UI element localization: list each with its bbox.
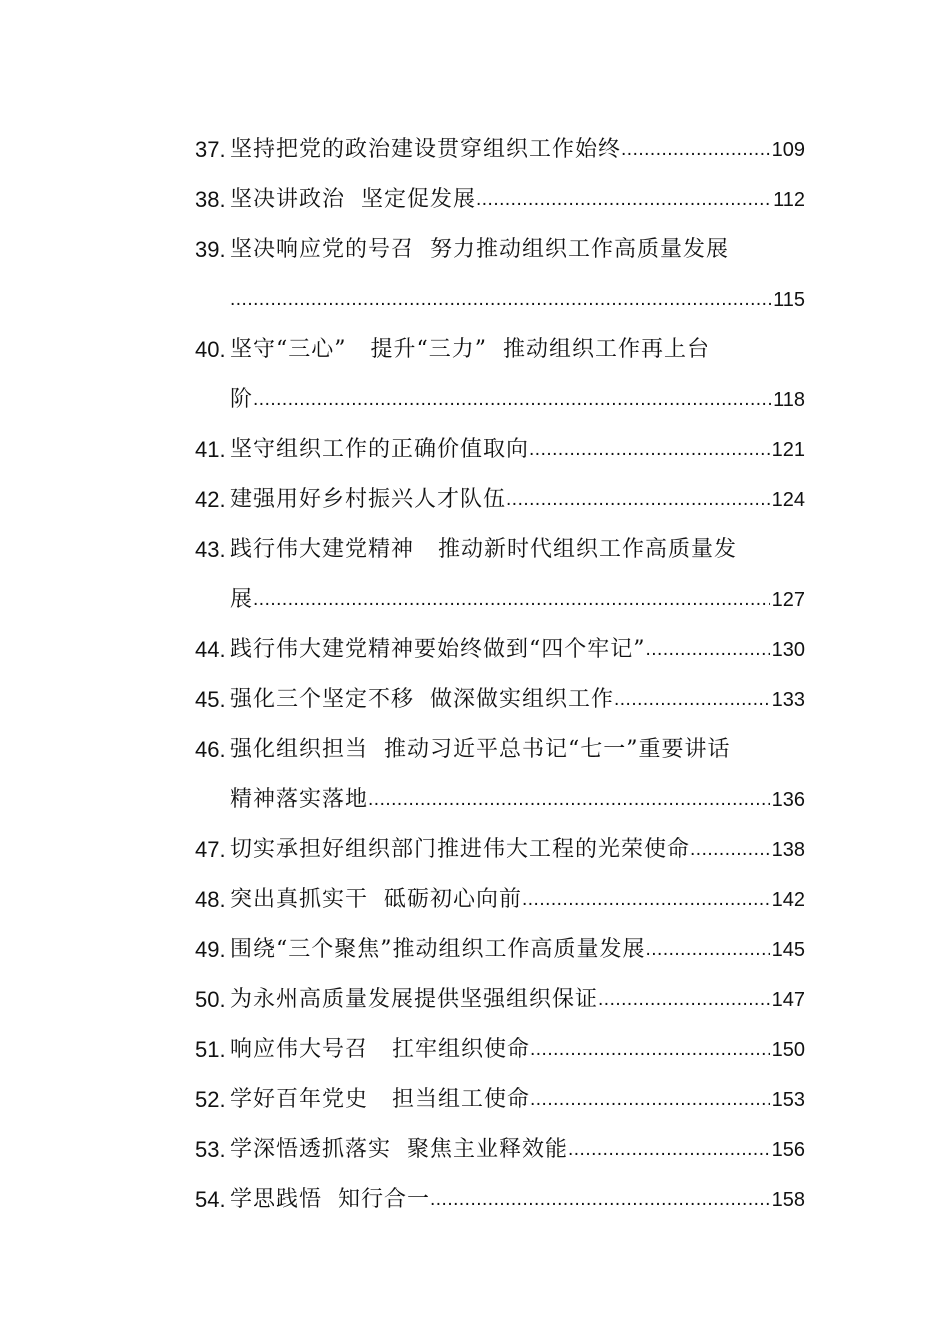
toc-entry-line	[230, 175, 805, 225]
toc-entry-number: 38.	[195, 187, 226, 212]
toc-entry-line	[230, 125, 805, 175]
toc-dot-leader	[530, 1075, 770, 1125]
toc-entry-number: 42.	[195, 487, 226, 512]
toc-entry[interactable]	[195, 1175, 805, 1225]
toc-dot-leader	[568, 1125, 770, 1175]
toc-entry-number: 49.	[195, 937, 226, 962]
toc-page-number: 124	[771, 489, 805, 511]
toc-dot-leader	[368, 775, 770, 825]
toc-entry-line	[230, 325, 805, 375]
toc-entry-title: 突出真抓实干 砥砺初心向前	[230, 887, 522, 912]
toc-entry[interactable]	[195, 425, 805, 475]
toc-entry[interactable]	[195, 1075, 805, 1125]
toc-entry-number: 40.	[195, 337, 226, 362]
toc-entry-body	[230, 625, 805, 675]
toc-entry-title: 展	[230, 587, 254, 612]
toc-page-number: 150	[771, 1039, 805, 1061]
toc-entry-title: 坚决讲政治 坚定促发展	[230, 187, 476, 212]
toc-entry-line	[230, 675, 805, 725]
toc-entry[interactable]	[195, 925, 805, 975]
toc-entry-line	[230, 1075, 805, 1125]
toc-entry-line	[230, 775, 805, 825]
toc-entry-title: 坚守组织工作的正确价值取向	[230, 437, 530, 462]
toc-dot-leader	[253, 575, 770, 625]
toc-entry-line	[230, 1125, 805, 1175]
table-of-contents	[195, 125, 805, 1225]
toc-entry-body	[230, 875, 805, 925]
toc-entry-title: 强化三个坚定不移 做深做实组织工作	[230, 687, 614, 712]
toc-entry[interactable]	[195, 975, 805, 1025]
toc-page-number: 127	[771, 589, 805, 611]
toc-dot-leader	[530, 1025, 770, 1075]
toc-entry-line	[230, 525, 805, 575]
toc-entry-number: 47.	[195, 837, 226, 862]
toc-entry-title: 围绕“三个聚焦”推动组织工作高质量发展	[230, 937, 646, 962]
toc-entry-title: 学好百年党史 担当组工使命	[230, 1087, 530, 1112]
toc-dot-leader	[646, 925, 770, 975]
toc-page-number: 142	[771, 889, 805, 911]
toc-entry-title: 坚决响应党的号召 努力推动组织工作高质量发展	[230, 237, 729, 262]
toc-entry[interactable]	[195, 1025, 805, 1075]
toc-dot-leader	[598, 975, 770, 1025]
toc-entry-body	[230, 925, 805, 975]
toc-page-number: 158	[771, 1189, 805, 1211]
toc-entry-number: 53.	[195, 1137, 226, 1162]
toc-page-number: 109	[771, 139, 805, 161]
toc-entry-line	[230, 825, 805, 875]
toc-entry-number: 41.	[195, 437, 226, 462]
toc-entry-body	[230, 125, 805, 175]
toc-entry-title: 践行伟大建党精神要始终做到“四个牢记”	[230, 637, 646, 662]
toc-page-number: 138	[771, 839, 805, 861]
toc-dot-leader	[621, 125, 770, 175]
toc-page-number: 133	[771, 689, 805, 711]
toc-entry[interactable]	[195, 725, 805, 825]
toc-entry-title: 建强用好乡村振兴人才队伍	[230, 487, 507, 512]
toc-entry[interactable]	[195, 225, 805, 325]
toc-entry-number: 52.	[195, 1087, 226, 1112]
toc-entry-number: 51.	[195, 1037, 226, 1062]
toc-dot-leader	[522, 875, 770, 925]
toc-entry-line	[230, 1025, 805, 1075]
toc-page-number: 115	[773, 289, 805, 311]
toc-entry[interactable]	[195, 875, 805, 925]
toc-entry[interactable]	[195, 525, 805, 625]
toc-entry-title: 阶	[230, 387, 254, 412]
toc-dot-leader	[614, 675, 770, 725]
toc-entry-body	[230, 725, 805, 825]
toc-entry-body	[230, 1175, 805, 1225]
toc-entry-title: 学深悟透抓落实 聚焦主业释效能	[230, 1137, 568, 1162]
toc-entry-title: 切实承担好组织部门推进伟大工程的光荣使命	[230, 837, 691, 862]
toc-entry-number: 46.	[195, 737, 226, 762]
toc-dot-leader	[506, 475, 770, 525]
toc-entry-number: 48.	[195, 887, 226, 912]
toc-dot-leader	[646, 625, 770, 675]
toc-entry-line	[230, 275, 805, 325]
toc-entry-body	[230, 1075, 805, 1125]
toc-entry-line	[230, 925, 805, 975]
toc-entry-body	[230, 1125, 805, 1175]
toc-entry-number: 54.	[195, 1187, 226, 1212]
toc-entry-title: 精神落实落地	[230, 787, 369, 812]
toc-page-number: 156	[771, 1139, 805, 1161]
toc-entry-body	[230, 225, 805, 325]
toc-entry[interactable]	[195, 825, 805, 875]
toc-entry-body	[230, 475, 805, 525]
toc-entry-line	[230, 575, 805, 625]
toc-page-number: 112	[773, 189, 805, 211]
toc-dot-leader	[430, 1175, 770, 1225]
toc-dot-leader	[529, 425, 770, 475]
toc-page-number: 147	[771, 989, 805, 1011]
toc-entry-body	[230, 975, 805, 1025]
toc-entry-number: 37.	[195, 137, 226, 162]
toc-entry-body	[230, 825, 805, 875]
toc-entry[interactable]	[195, 1125, 805, 1175]
toc-entry-body	[230, 675, 805, 725]
toc-entry[interactable]	[195, 675, 805, 725]
toc-entry-body	[230, 525, 805, 625]
toc-entry-title: 响应伟大号召 扛牢组织使命	[230, 1037, 530, 1062]
toc-entry-body	[230, 1025, 805, 1075]
toc-entry-title: 坚守“三心” 提升“三力” 推动组织工作再上台	[230, 337, 710, 362]
toc-entry-line	[230, 625, 805, 675]
toc-page-number: 118	[773, 389, 805, 411]
toc-page-number: 153	[771, 1089, 805, 1111]
toc-entry-title: 学思践悟 知行合一	[230, 1187, 430, 1212]
toc-entry-number: 45.	[195, 687, 226, 712]
toc-page-number: 145	[771, 939, 805, 961]
toc-entry[interactable]	[195, 625, 805, 675]
toc-page-number: 121	[771, 439, 805, 461]
toc-entry-line	[230, 975, 805, 1025]
toc-entry-title: 强化组织担当 推动习近平总书记“七一”重要讲话	[230, 737, 731, 762]
toc-entry-line	[230, 725, 805, 775]
toc-entry-title: 为永州高质量发展提供坚强组织保证	[230, 987, 599, 1012]
toc-entry-body	[230, 325, 805, 425]
toc-entry-line	[230, 475, 805, 525]
toc-entry[interactable]	[195, 325, 805, 425]
toc-page-number: 136	[771, 789, 805, 811]
toc-entry-number: 39.	[195, 237, 226, 262]
toc-entry-title: 践行伟大建党精神 推动新时代组织工作高质量发	[230, 537, 737, 562]
toc-dot-leader	[690, 825, 770, 875]
toc-entry-body	[230, 175, 805, 225]
toc-dot-leader	[253, 375, 771, 425]
toc-entry[interactable]	[195, 175, 805, 225]
toc-entry-number: 50.	[195, 987, 226, 1012]
toc-dot-leader	[230, 275, 771, 325]
toc-entry-body	[230, 425, 805, 475]
toc-entry-line	[230, 375, 805, 425]
toc-entry[interactable]	[195, 475, 805, 525]
toc-entry-title: 坚持把党的政治建设贯穿组织工作始终	[230, 137, 622, 162]
toc-entry-number: 43.	[195, 537, 226, 562]
toc-entry-number: 44.	[195, 637, 226, 662]
toc-entry-line	[230, 425, 805, 475]
toc-entry-line	[230, 875, 805, 925]
toc-dot-leader	[476, 175, 771, 225]
toc-page-number: 130	[771, 639, 805, 661]
toc-entry-line	[230, 1175, 805, 1225]
toc-entry-line	[230, 225, 805, 275]
toc-entry[interactable]	[195, 125, 805, 175]
